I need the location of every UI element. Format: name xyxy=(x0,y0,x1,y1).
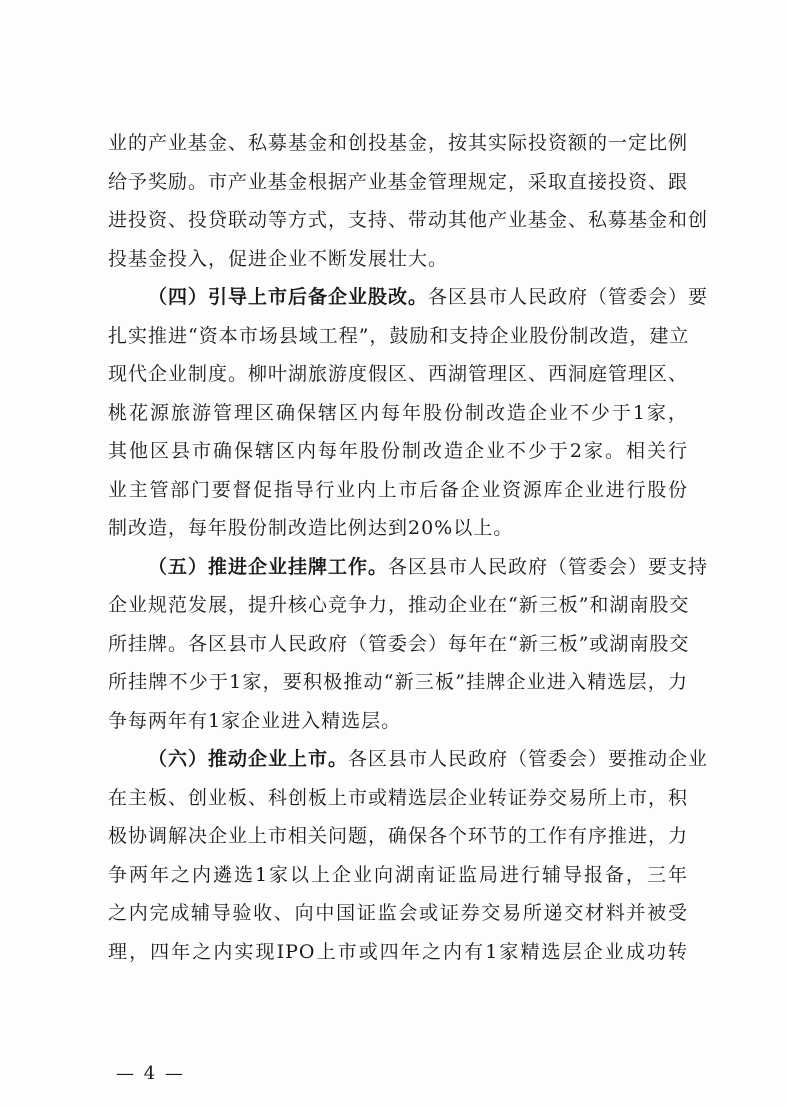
body-line: 制改造，每年股份制改造比例达到20%以上。 xyxy=(108,517,514,539)
section-heading: （四）引导上市后备企业股改。 xyxy=(148,286,429,308)
body-line: 进投资、投贷联动等方式，支持、带动其他产业基金、私募基金和创 xyxy=(108,209,709,231)
document-body xyxy=(108,124,709,971)
body-line: 极协调解决企业上市相关问题，确保各个环节的工作有序推进，力 xyxy=(108,825,689,847)
body-line: 业的产业基金、私募基金和创投基金，按其实际投资额的一定比例 xyxy=(108,132,689,154)
section-heading: （六）推动企业上市。 xyxy=(148,748,349,770)
body-line: 投基金投入，促进企业不断发展壮大。 xyxy=(108,247,449,270)
body-text: 各区县市人民政府（管委会）要推动企业 xyxy=(348,748,709,770)
body-line: 在主板、创业板、科创板上市或精选层企业转证券交易所上市，积 xyxy=(108,786,689,809)
body-line: 所挂牌不少于1家，要积极推动“新三板”挂牌企业进入精选层，力 xyxy=(108,671,688,693)
body-line: 桃花源旅游管理区确保辖区内每年股份制改造企业不少于1家， xyxy=(108,401,688,424)
body-line: 所挂牌。各区县市人民政府（管委会）每年在“新三板”或湖南股交 xyxy=(108,632,690,655)
body-line: 企业规范发展，提升核心竞争力，推动企业在“新三板”和湖南股交 xyxy=(108,594,690,616)
body-line: 业主管部门要督促指导行业内上市后备企业资源库企业进行股份 xyxy=(108,478,688,501)
body-text: 各区县市人民政府（管委会）要 xyxy=(428,286,709,308)
body-line: 争两年之内遴选1家以上企业向湖南证监局进行辅导报备，三年 xyxy=(108,863,688,886)
section-4-first-line xyxy=(108,278,709,317)
body-line: 其他区县市确保辖区内每年股份制改造企业不少于2家。相关行 xyxy=(108,440,688,462)
body-line: 理，四年之内实现IPO上市或四年之内有1家精选层企业成功转 xyxy=(108,940,688,963)
section-5-first-line xyxy=(108,548,709,587)
section-6-first-line xyxy=(108,740,709,779)
body-line: 给予奖励。市产业基金根据产业基金管理规定，采取直接投资、跟 xyxy=(108,170,689,193)
body-line: 现代企业制度。柳叶湖旅游度假区、西湖管理区、西洞庭管理区、 xyxy=(108,363,689,385)
page-number: — 4 — xyxy=(116,1063,185,1084)
body-text: 各区县市人民政府（管委会）要支持 xyxy=(388,555,709,578)
section-heading: （五）推进企业挂牌工作。 xyxy=(148,555,389,578)
body-line: 争每两年有1家企业进入精选层。 xyxy=(108,709,402,732)
body-line: 扎实推进“资本市场县域工程”，鼓励和支持企业股份制改造，建立 xyxy=(108,324,690,347)
body-line: 之内完成辅导验收、向中国证监会或证券交易所递交材料并被受 xyxy=(108,902,688,924)
